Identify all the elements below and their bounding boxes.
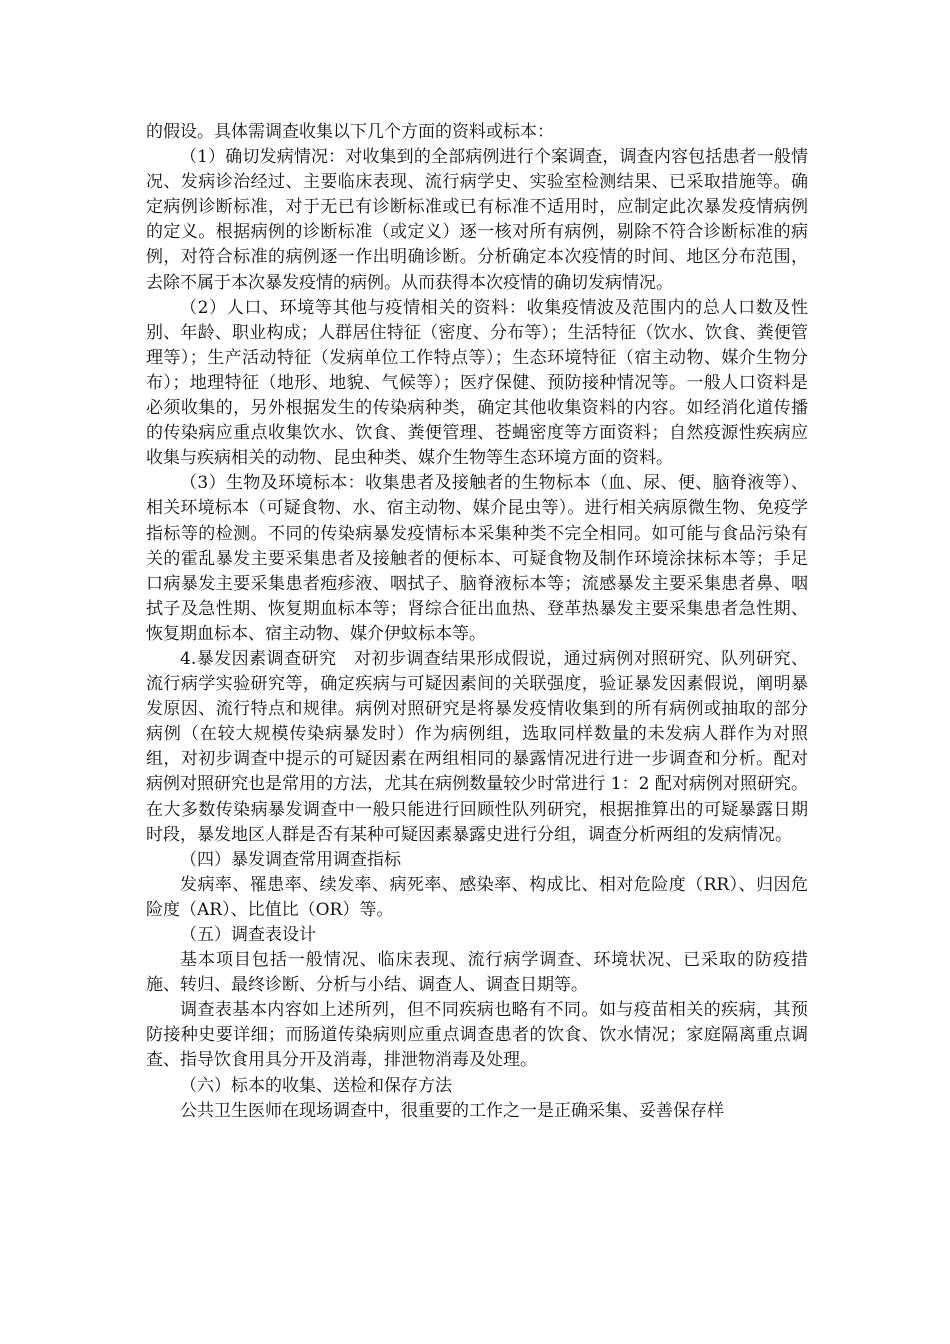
paragraph-questionnaire-items: 基本项目包括一般情况、临床表现、流行病学调查、环境状况、已采取的防疫措施、转归、最终诊断、分析与小结、调查人、调查日期等。 bbox=[146, 950, 808, 996]
section-heading-questionnaire: （五）调查表设计 bbox=[180, 925, 316, 945]
paragraph-indicators: 发病率、罹患率、续发率、病死率、感染率、构成比、相对危险度（RR）、归因危险度（AR）、比值比（OR）等。 bbox=[146, 874, 808, 920]
section-heading-indicators: （四）暴发调查常用调查指标 bbox=[180, 849, 401, 870]
paragraph-specimen-collection: 公共卫生医师在现场调查中，很重要的工作之一是正确采集、妥善保存样 bbox=[180, 1100, 724, 1121]
document-body bbox=[146, 120, 808, 1124]
paragraph-questionnaire-content: 调查表基本内容如上述所列，但不同疾病也略有不同。如与疫苗相关的疾病，其预防接种史要详细；而肠道传染病则应重点调查患者的饮食、饮水情况；家庭隔离重点调查、指导饮食用具分开及消毒，排泄物消毒及处理。 bbox=[146, 1000, 808, 1071]
paragraph-outbreak-factor-study: 4.暴发因素调查研究 对初步调查结果形成假说，通过病例对照研究、队列研究、流行病学实验研究等，确定疾病与可疑因素间的关联强度，验证暴发因素假说，阐明暴发原因、流行特点和规律。病例对照研究是将暴发疫情收集到的所有病例或抽取的部分病例（在较大规模传染病暴发时）作为病例组，选取同样数量的未发病人群作为对照组，对初步调查中提示的可疑因素在两组相同的暴露情况进行进一步调查和分析。配对病例对照研究也是常用的方法，尤其在病例数量较少时常进行 1：2 配对病例对照研究。在大多数传染病暴发调查中一般只能进行回顾性队列研究，根据推算出的可疑暴露日期时段，暴发地区人群是否有某种可疑因素暴露史进行分组，调查分析两组的发病情况。 bbox=[146, 648, 808, 845]
paragraph-case-confirmation: （1）确切发病情况：对收集到的全部病例进行个案调查，调查内容包括患者一般情况、发病诊治经过、主要临床表现、流行病学史、实验室检测结果、已采取措施等。确定病例诊断标准，对于无已有诊断标准或已有标准不适用时，应制定此次暴发疫情病例的定义。根据病例的诊断标准（或定义）逐一核对所有病例，剔除不符合诊断标准的病例，对符合标准的病例逐一作出明确诊断。分析确定本次疫情的时间、地区分布范围，去除不属于本次暴发疫情的病例。从而获得本次疫情的确切发病情况。 bbox=[146, 147, 808, 293]
paragraph-biological-specimens: （3）生物及环境标本：收集患者及接触者的生物标本（血、尿、便、脑脊液等）、相关环境标本（可疑食物、水、宿主动物、媒介昆虫等）。进行相关病原微生物、免疫学指标等的检测。不同的传染病暴发疫情标本采集种类不完全相同。如可能与食品污染有关的霍乱暴发主要采集患者及接触者的便标本、可疑食物及制作环境涂抹标本等；手足口病暴发主要采集患者疱疹液、咽拭子、脑脊液标本等；流感暴发主要采集患者鼻、咽拭子及急性期、恢复期血标本等；肾综合征出血热、登革热暴发主要采集患者急性期、恢复期血标本、宿主动物、媒介伊蚊标本等。 bbox=[146, 473, 808, 644]
paragraph-continuation: 的假设。具体需调查收集以下几个方面的资料或标本： bbox=[146, 122, 554, 142]
paragraph-population-environment: （2）人口、环境等其他与疫情相关的资料：收集疫情波及范围内的总人口数及性别、年龄、职业构成；人群居住特征（密度、分布等）；生活特征（饮水、饮食、粪便管理等）；生产活动特征（发病单位工作特点等）；生态环境特征（宿主动物、媒介生物分布）；地理特征（地形、地貌、气候等）；医疗保健、预防接种情况等。一般人口资料是必须收集的，另外根据发生的传染病种类，确定其他收集资料的内容。如经消化道传播的传染病应重点收集饮水、饮食、粪便管理、苍蝇密度等方面资料；自然疫源性疾病应收集与疾病相关的动物、昆虫种类、媒介生物等生态环境方面的资料。 bbox=[146, 297, 808, 469]
section-heading-specimens: （六）标本的收集、送检和保存方法 bbox=[180, 1075, 452, 1096]
